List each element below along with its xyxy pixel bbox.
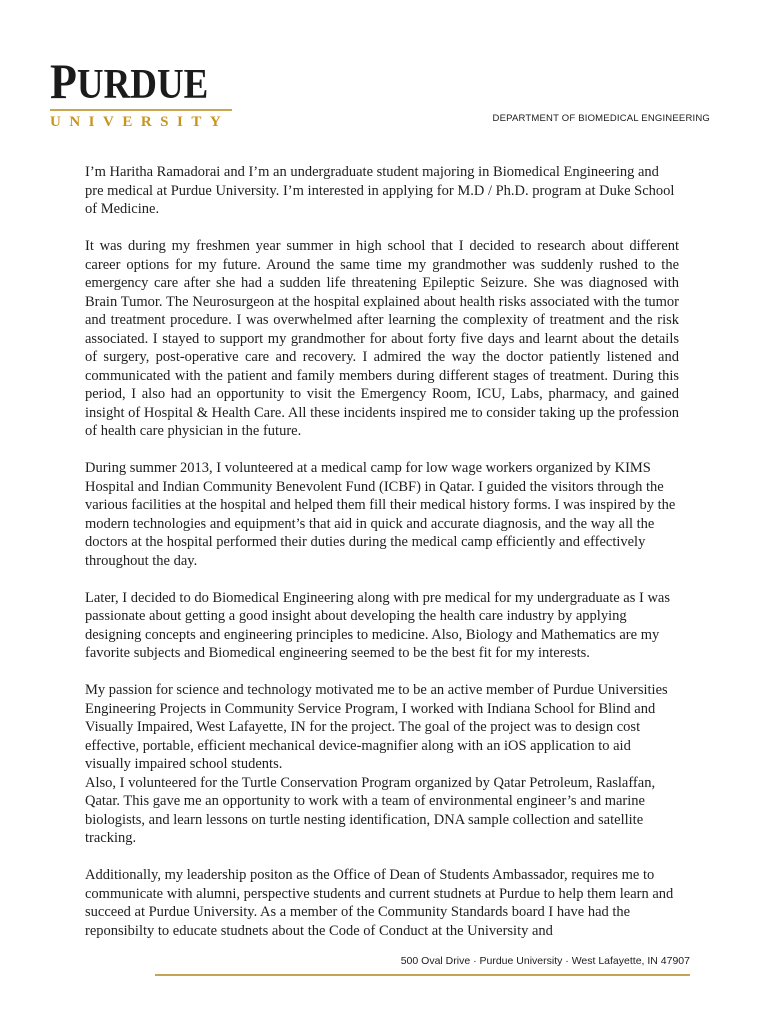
purdue-wordmark xyxy=(50,53,210,109)
logo-gold-rule xyxy=(50,109,232,111)
paragraph-leadership: Additionally, my leadership positon as the Office of Dean of Students Ambassador, requires me to communicate with alumni, perspective students and current studnets at Purdue to help them learn and succeed at Purdue University. As a member of the Community Standards board I have had the reponsibilty to educate studnets about the Code of Conduct at the University and xyxy=(85,867,674,939)
paragraph-grandmother: It was during my freshmen year summer in high school that I decided to research about different career options for my future. Around the same time my grandmother was suddenly rushed to the emergency care after she had a sudden life threatening Epileptic Seizure. She was diagnosed with Brain Tumor. The Neurosurgeon at the hospital explained about health risks associated with the tumor and treatment procedure. I was overwhelmed after learning the complexity of treatment and the risk associated. I stayed to support my grandmother for about forty five days and learnt about the details of surgery, post-operative care and recovery. I admired the way the doctor patiently listened and communicated with the patient and family members during different stages of treatment. During this period, I also had an opportunity to visit the Emergency Room, ICU, Labs, pharmacy, and gained insight of Hospital & Health Care. All these incidents inspired me to consider taking up the profession of health care physician in the future. xyxy=(85,238,679,439)
department-title: DEPARTMENT OF BIOMEDICAL ENGINEERING xyxy=(492,113,710,124)
purdue-logo xyxy=(50,53,232,130)
paragraph-why-bme: Later, I decided to do Biomedical Engineering along with pre medical for my undergraduate as I was passionate about getting a good insight about developing the health care industry by applying designing concepts and engineering principles to medicine. Also, Biology and Mathematics are my favorite subjects and Biomedical engineering seemed to be the best fit for my interests. xyxy=(85,589,670,661)
paragraph-medical-camp: During summer 2013, I volunteered at a medical camp for low wage workers organized by KIMS Hospital and Indian Community Benevolent Fund (ICBF) in Qatar. I guided the visitors through the various facilities at the hospital and helped them fill their medical history forms. I was inspired by the modern technologies and equipment’s that aid in quick and accurate diagnosis, and the way all the doctors at the hospital performed their duties during the medical camp efficiently and effectively throughout the day. xyxy=(85,460,676,569)
footer-gold-rule xyxy=(155,974,690,976)
footer-address: 500 Oval Drive · Purdue University · West Lafayette, IN 47907 xyxy=(400,955,690,967)
paragraph-epics-project: My passion for science and technology motivated me to be an active member of Purdue Universities Engineering Projects in Community Service Program, I worked with Indiana School for Blind and Visually Impaired, West Lafayette, IN for the project. The goal of the project was to design cost effective, portable, efficient mechanical device-magnifier along with an iOS application to aid visually impaired school students. xyxy=(85,682,668,772)
wordmark-initial: P xyxy=(50,53,77,109)
wordmark-rest: URDUE xyxy=(76,62,209,108)
logo-university-text: UNIVERSITY xyxy=(50,114,230,130)
letter-body xyxy=(85,163,679,940)
paragraph-intro: I’m Haritha Ramadorai and I’m an undergraduate student majoring in Biomedical Engineering and pre medical at Purdue University. I’m interested in applying for M.D / Ph.D. program at Duke School of Medicine. xyxy=(85,164,675,217)
paragraph-turtle-program: Also, I volunteered for the Turtle Conservation Program organized by Qatar Petroleum, Raslaffan, Qatar. This gave me an opportunity to work with a team of environmental engineer’s and marine biologists, and learn lessons on turtle nesting identification, DNA sample collection and satellite tracking. xyxy=(85,774,656,846)
